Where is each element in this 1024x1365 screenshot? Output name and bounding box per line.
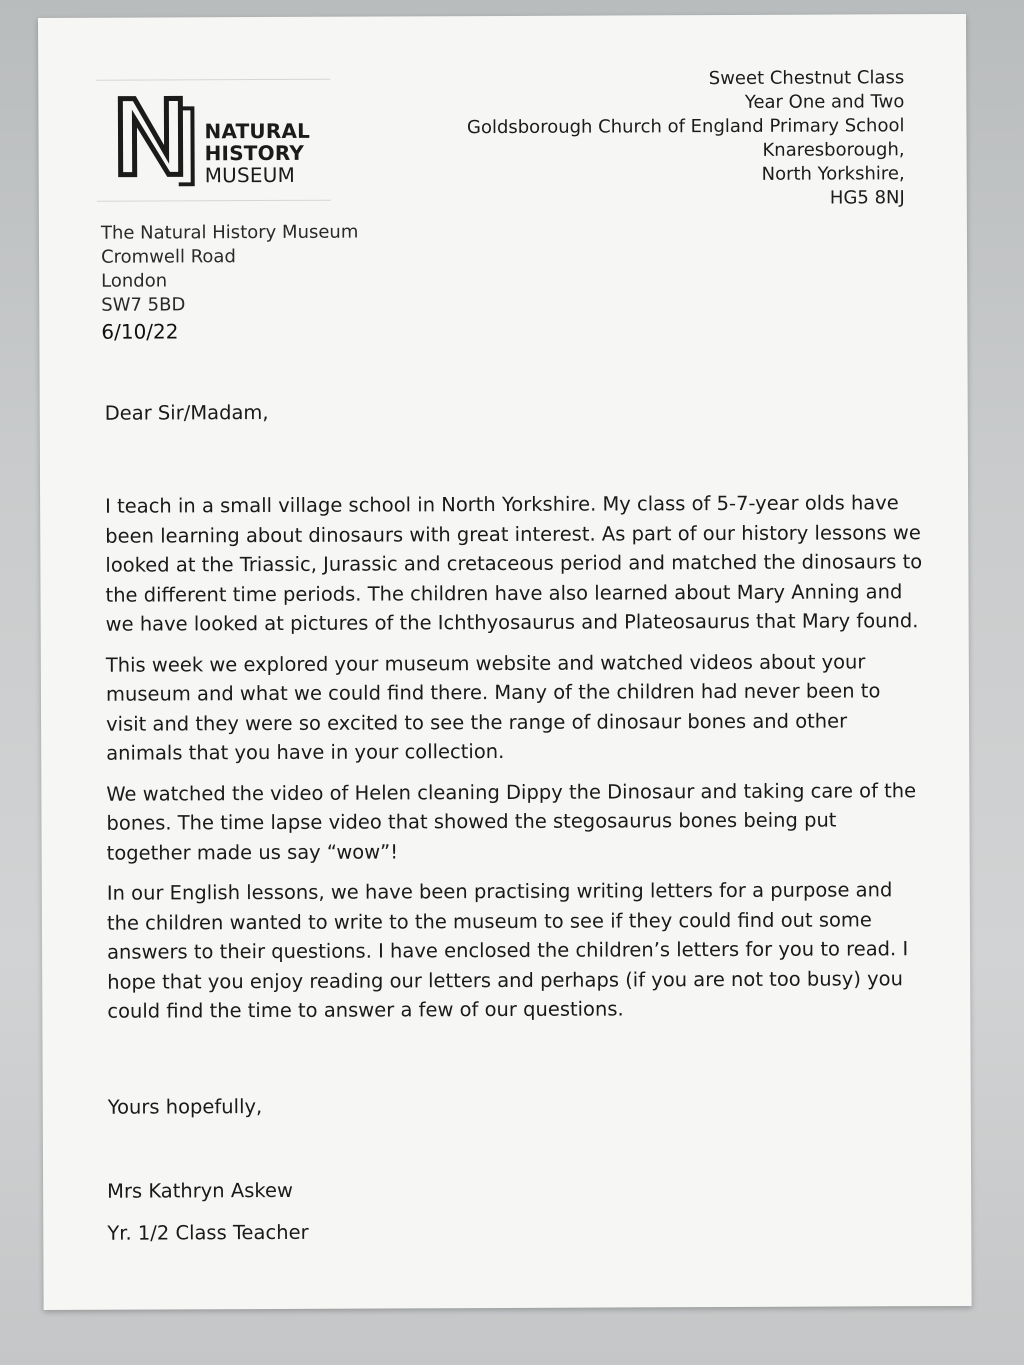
sender-postcode: HG5 8NJ bbox=[829, 187, 905, 209]
sender-town: Knaresborough, bbox=[762, 139, 905, 161]
recipient-postcode: SW7 5BD bbox=[101, 294, 186, 316]
letter-body bbox=[105, 396, 928, 1037]
recipient-name: The Natural History Museum bbox=[100, 221, 359, 244]
salutation: Dear Sir/Madam, bbox=[104, 400, 269, 425]
signature-role: Yr. 1/2 Class Teacher bbox=[107, 1220, 309, 1245]
museum-logo bbox=[96, 79, 331, 202]
logo-line-natural: NATURAL bbox=[204, 118, 311, 144]
paragraph: We watched the video of Helen cleaning Dippy the Dinosaur and taking care of the bones. The time lapse video that showed the stegosaurus bones being put together made us say “wow”! bbox=[106, 778, 917, 865]
letter-date: 6/10/22 bbox=[101, 319, 179, 344]
sender-year: Year One and Two bbox=[744, 91, 905, 113]
recipient-city: London bbox=[101, 270, 168, 292]
paragraph: This week we explored your museum website and watched videos about your museum and what we could find there. Many of the children had never been to visit and they were so excited to see the range of dinosaur bones and other animals that you have in your collection. bbox=[105, 649, 881, 765]
signature-name: Mrs Kathryn Askew bbox=[107, 1178, 293, 1203]
paragraph: In our English lessons, we have been practising writing letters for a purpose and the children wanted to write to the museum to see if they could find out some answers to their questions. I have enclosed the children’s letters for you to read. I hope that you enjoy reading our letters and perhaps (if you are not too busy) you could find the time to answer a few of our questions. bbox=[106, 878, 909, 1023]
museum-logo-text bbox=[204, 120, 310, 186]
sender-address bbox=[467, 66, 905, 212]
logo-line-museum: MUSEUM bbox=[204, 162, 296, 188]
sender-school: Goldsborough Church of England Primary School bbox=[466, 115, 905, 139]
closing: Yours hopefully, bbox=[107, 1095, 263, 1119]
paragraph: I teach in a small village school in North Yorkshire. My class of 5-7-year olds have been learning about dinosaurs with great interest. As part of our history lessons we looked at the Triassic, Jurassic and cretaceous period and matched the dinosaurs to the different time periods. The children have also learned about Mary Anning and we have looked at pictures of the Ichthyosaurus and Plateosaurus that Mary found. bbox=[105, 491, 923, 636]
sender-class: Sweet Chestnut Class bbox=[708, 67, 905, 90]
recipient-address bbox=[101, 221, 359, 344]
museum-n-logo-icon bbox=[116, 94, 196, 186]
sender-county: North Yorkshire, bbox=[761, 163, 905, 185]
logo-line-history: HISTORY bbox=[204, 140, 305, 166]
recipient-street: Cromwell Road bbox=[100, 246, 236, 268]
letter-page bbox=[38, 14, 972, 1310]
